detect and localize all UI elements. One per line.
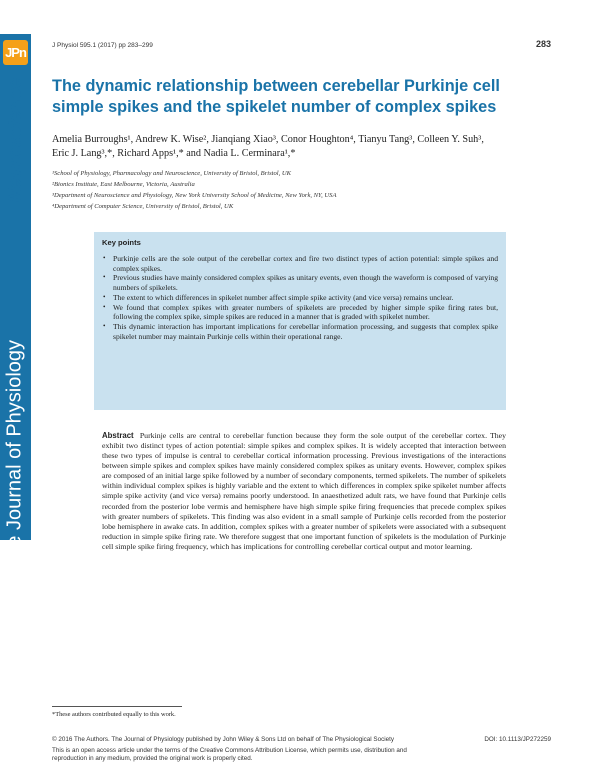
abstract — [102, 431, 506, 552]
bullet: • — [103, 292, 106, 301]
key-point-text: This dynamic interaction has important implications for cerebellar information processing, and suggests that complex spike spikelet number may maintain Purkinje cells within their operational range. — [113, 321, 498, 341]
key-point — [102, 303, 498, 322]
key-points-heading: Key points — [102, 238, 141, 247]
affiliation: ¹School of Physiology, Pharmacology and Neuroscience, University of Bristol, Bristol, UK — [52, 170, 292, 177]
running-head: J Physiol 595.1 (2017) pp 283–299 — [52, 42, 153, 49]
key-point — [102, 293, 498, 303]
journal-band-title: The Journal of Physiology — [3, 339, 26, 571]
bullet: • — [103, 273, 106, 282]
section-label: Neuroscience — [5, 77, 26, 203]
key-point-text: Previous studies have mainly considered complex spikes as unitary events, even though the waveform is composed of varying numbers of spikelets. — [113, 273, 498, 293]
key-point-text: We found that complex spikes with greater numbers of spikelets are preceded by higher simple spike firing rates but, following the complex spike, simple spikes are reduced in a manner that is graded with spikelet number. — [113, 302, 498, 322]
abstract-text: Purkinje cells are central to cerebellar function because they form the sole output of the cerebellar cortex. They exhibit two distinct types of action potential: simple spikes and complex spikes. It is widely accepted that interaction between these two types of impulse is central to cerebellar cortical information processing. Previous investigations of the interactions between simple spikes and complex spikes have mainly considered complex spikes as unitary events. However, complex spikes are composed of an initial large spike followed by a number of secondary components, termed spikelets. The number of spikelets within individual complex spikes is highly variable and the extent to which differences in complex spike spikelet number affects simple spike activity (and vice versa) remains poorly understood. In anaesthetized adult rats, we have found that Purkinje cells recorded from the posterior lobe vermis and hemisphere have high simple spike firing frequencies that precede complex spikes with greater numbers of spikelets. This finding was also evident in a small sample of Purkinje cells recorded from the posterior lobe hemisphere in awake cats. In addition, complex spikes with a greater number of spikelets were associated with a subsequent reduction in simple spike firing rate. We therefore suggest that one important function of spikelets is the modulation of Purkinje cell simple spike firing frequency, which has implications for controlling cerebellar cortical output and motor learning. — [102, 431, 507, 551]
footnote-divider — [52, 706, 182, 707]
author-line: Amelia Burroughs¹, Andrew K. Wise², Jianqiang Xiao³, Conor Houghton⁴, Tianyu Tang³, Colleen Y. Suh³, — [52, 134, 484, 145]
key-points-list — [102, 254, 498, 341]
footnote: *These authors contributed equally to this work. — [52, 711, 176, 718]
license-text: This is an open access article under the terms of the Creative Commons Attribution License, which permits use, distribution and reproduction in any medium, provided the original work is properly cited. — [52, 747, 407, 762]
key-point — [102, 273, 498, 292]
abstract-heading: Abstract — [102, 431, 134, 440]
affiliation: ²Bionics Institute, East Melbourne, Victoria, Australia — [52, 181, 195, 188]
affiliation: ³Department of Neuroscience and Physiology, New York University School of Medicine, New York, NY, USA — [52, 192, 337, 199]
key-point-text: The extent to which differences in spikelet number affect simple spike activity (and vice versa) remains unclear. — [113, 292, 454, 302]
article-title: The dynamic relationship between cerebellar Purkinje cell simple spikes and the spikelet number of complex spikes — [52, 77, 500, 116]
bullet: • — [103, 302, 106, 311]
bullet: • — [103, 254, 106, 262]
bullet: • — [103, 321, 106, 330]
page-number: 283 — [535, 39, 551, 49]
author-list — [52, 133, 552, 161]
key-points-box — [94, 232, 506, 410]
affiliation: ⁴Department of Computer Science, University of Bristol, Bristol, UK — [52, 203, 234, 210]
author-line: Eric J. Lang³,*, Richard Apps¹,* and Nadia L. Cerminara¹,* — [52, 148, 296, 159]
doi-link[interactable]: DOI: 10.1113/JP272259 — [484, 736, 551, 743]
key-point — [102, 322, 498, 341]
copyright-line: © 2016 The Authors. The Journal of Physiology published by John Wiley & Sons Ltd on behalf of The Physiological Society — [52, 736, 395, 743]
key-point — [102, 254, 498, 273]
jpn-logo: JPn — [3, 40, 28, 65]
key-point-text: Purkinje cells are the sole output of the cerebellar cortex and fire two distinct types of action potential: simple spikes and complex spikes. — [113, 254, 498, 273]
